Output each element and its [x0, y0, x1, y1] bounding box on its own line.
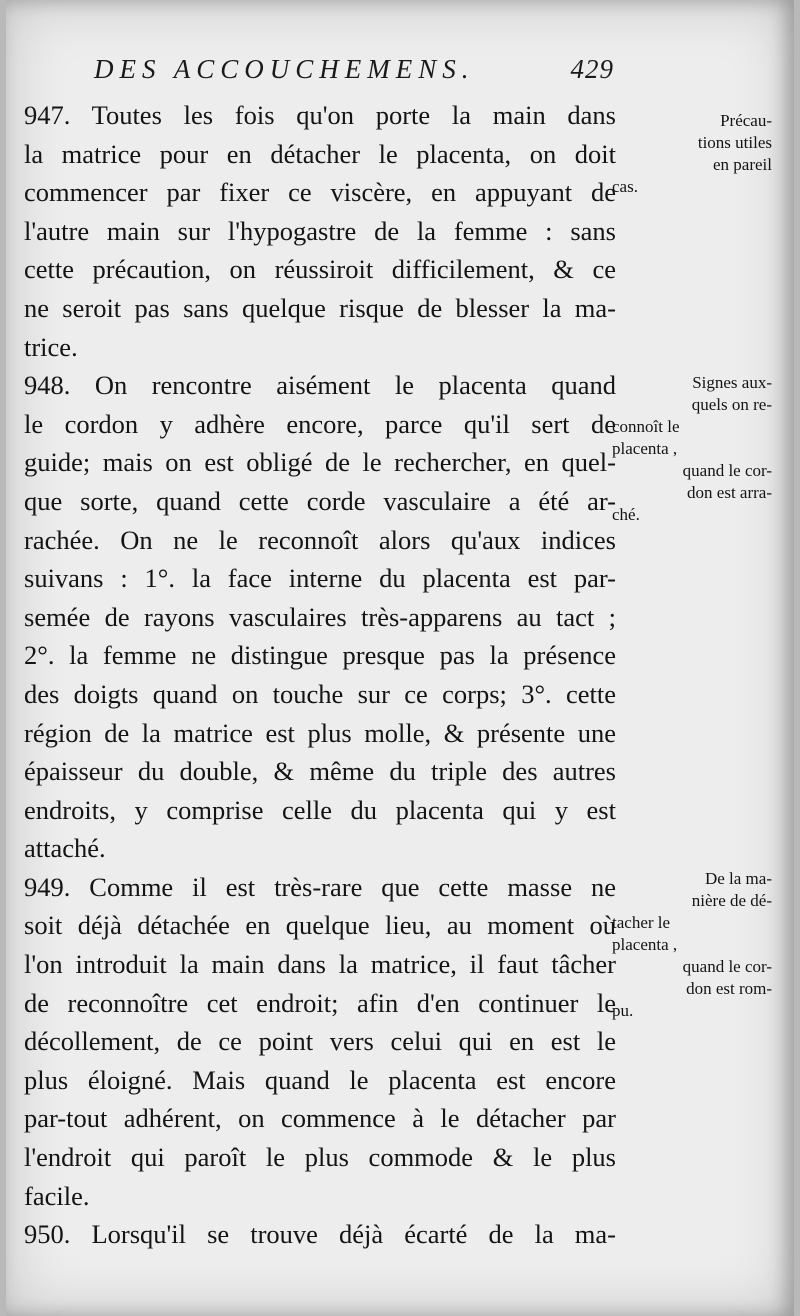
book-page — [6, 0, 794, 1316]
margin-note-line: pu. — [612, 1001, 634, 1020]
text-line: l'autre main sur l'hypogastre de la femme : sans — [24, 215, 616, 246]
text-line: 948. On rencontre aisément le placenta quand — [24, 370, 616, 401]
text-line: facile. — [24, 1180, 90, 1211]
margin-note-line: en pareil — [713, 155, 772, 174]
text-line: cette précaution, on réussiroit difficilement, & ce — [24, 254, 616, 285]
margin-note-precautions — [612, 110, 772, 198]
text-line: des doigts quand on touche sur ce corps; 3°. cette — [24, 678, 616, 709]
text-line: décollement, de ce point vers celui qui en est le — [24, 1026, 616, 1057]
text-line: l'on introduit la main dans la matrice, il faut tâcher — [24, 949, 616, 980]
text-line: rachée. On ne le reconnoît alors qu'aux indices — [24, 524, 616, 555]
margin-note-line: tions utiles — [697, 133, 772, 152]
text-line: par-tout adhérent, on commence à le détacher par — [24, 1103, 616, 1134]
paragraph-948 — [24, 366, 616, 868]
running-head — [94, 54, 614, 94]
text-line: attaché. — [24, 833, 106, 864]
margin-note-line: Précau- — [720, 111, 772, 130]
margin-note-line: nière de dé- — [691, 891, 772, 910]
margin-note-line: quels on re- — [691, 395, 772, 414]
text-line: 2°. la femme ne distingue presque pas la présence — [24, 640, 616, 671]
text-line: semée de rayons vasculaires très-apparens au tact ; — [24, 601, 616, 632]
text-line: région de la matrice est plus molle, & présente une — [24, 717, 616, 748]
paragraph-949 — [24, 868, 616, 1215]
paragraph-947 — [24, 96, 616, 366]
text-line: 947. Toutes les fois qu'on porte la main dans — [24, 100, 616, 130]
margin-note-line: don est rom- — [686, 979, 772, 998]
text-line: 949. Comme il est très-rare que cette masse ne — [24, 871, 616, 902]
text-line: épaisseur du double, & même du triple des autres — [24, 756, 616, 787]
text-line: plus éloigné. Mais quand le placenta est encore — [24, 1064, 616, 1095]
margin-note-line: placenta , — [612, 935, 678, 954]
margin-note-line: tacher le — [612, 913, 671, 932]
text-line: suivans : 1°. la face interne du placenta est par- — [24, 563, 616, 594]
text-line: l'endroit qui paroît le plus commode & le plus — [24, 1142, 616, 1173]
margin-note-line: don est arra- — [687, 483, 772, 502]
margin-note-line: connoît le — [612, 417, 680, 436]
text-line: trice. — [24, 331, 78, 362]
margin-note-line: Signes aux- — [692, 373, 772, 392]
margin-note-line: placenta , — [612, 439, 678, 458]
margin-note-line: quand le cor- — [682, 461, 772, 480]
page-number: 429 — [570, 54, 614, 84]
text-line: de reconnoître cet endroit; afin d'en continuer le — [24, 987, 616, 1018]
margin-note-maniere — [612, 868, 772, 1022]
margin-note-signes — [612, 372, 772, 526]
margin-note-line: ché. — [612, 505, 640, 524]
text-line: 950. Lorsqu'il se trouve déjà écarté de la ma- — [24, 1219, 616, 1250]
margin-note-line: cas. — [612, 177, 638, 196]
text-line: le cordon y adhère encore, parce qu'il sert de — [24, 408, 616, 439]
margin-note-line: De la ma- — [704, 869, 772, 888]
text-line: soit déjà détachée en quelque lieu, au moment où — [24, 910, 616, 941]
paragraph-950 — [24, 1215, 616, 1254]
main-text-column — [24, 96, 616, 1254]
text-line: la matrice pour en détacher le placenta, on doit — [24, 138, 616, 169]
text-line: endroits, y comprise celle du placenta qui y est — [24, 794, 616, 825]
text-line: commencer par fixer ce viscère, en appuyant de — [24, 177, 616, 208]
text-line: ne seroit pas sans quelque risque de blesser la ma- — [24, 292, 616, 323]
text-line: que sorte, quand cette corde vasculaire a été ar- — [24, 485, 616, 516]
margin-note-line: quand le cor- — [682, 957, 772, 976]
text-line: guide; mais on est obligé de le rechercher, en quel- — [24, 447, 616, 478]
running-head-title: DES ACCOUCHEMENS. — [94, 54, 475, 84]
